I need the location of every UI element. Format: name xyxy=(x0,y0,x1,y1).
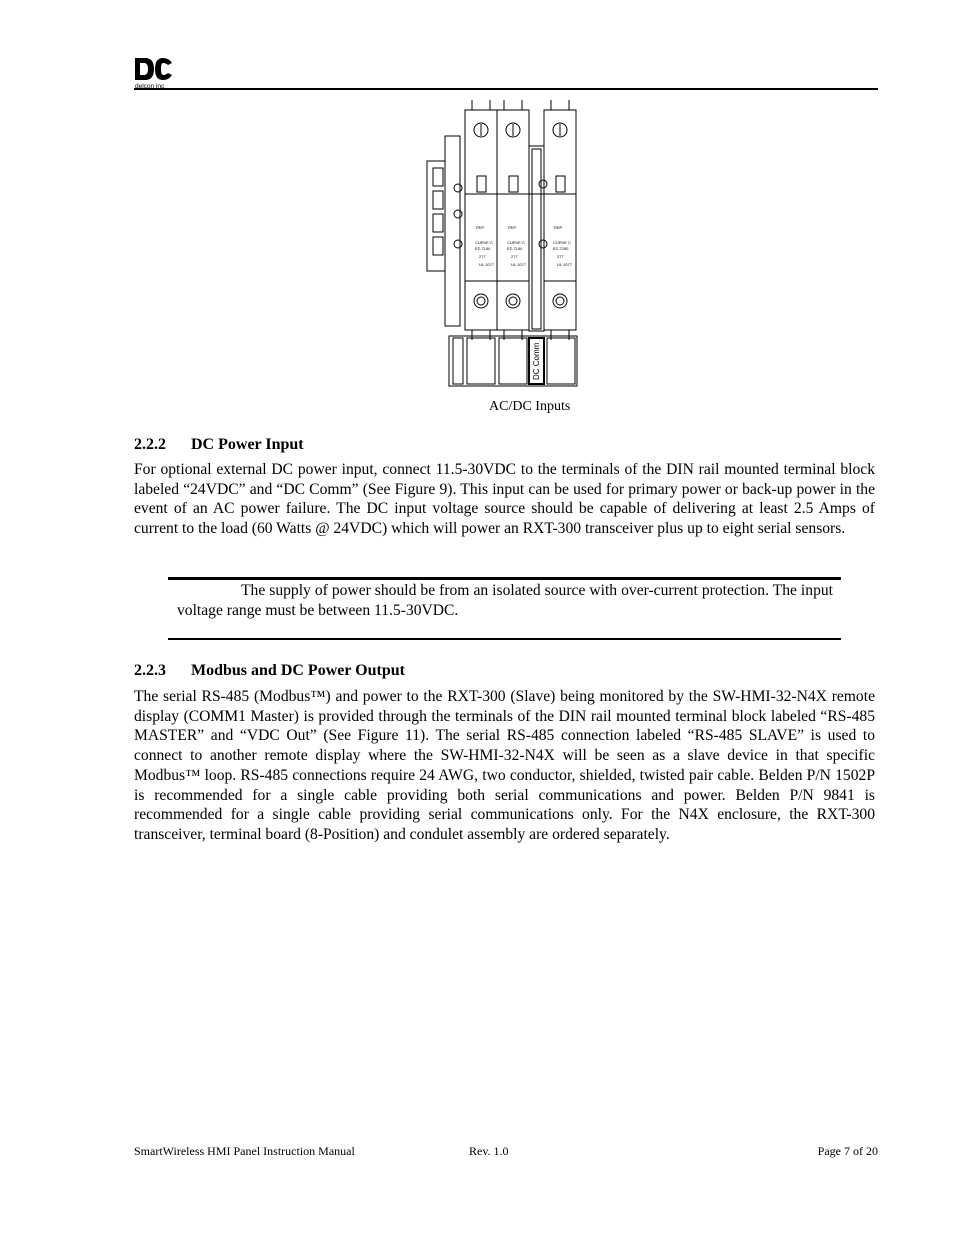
section-number: 2.2.2 xyxy=(134,436,166,453)
breaker-3-line4: UL 1077 xyxy=(557,262,572,267)
note-rule-top xyxy=(168,577,841,580)
footer-revision: Rev. 1.0 xyxy=(469,1144,509,1158)
dc-comm-label: DC Comm xyxy=(532,342,541,380)
breaker-1-line1: CURVE C xyxy=(475,240,493,245)
section-title: DC Power Input xyxy=(191,436,304,453)
breaker-1-line4: UL 1077 xyxy=(479,262,494,267)
company-logo xyxy=(134,56,174,90)
breaker-3-line3: 277 xyxy=(557,254,564,259)
footer-page-number: Page 7 of 20 xyxy=(817,1144,878,1158)
header-rule xyxy=(134,88,878,90)
breaker-2-line1: CURVE C xyxy=(507,240,525,245)
section-paragraph: The serial RS-485 (Modbus™) and power to the RXT-300 (Slave) being monitored by the SW-HMI-32-N4X remote display (COMM1 Master) is provided through the terminals of the DIN rail mounted terminal block labeled “RS-485 MASTER” and “VDC Out” (See Figure 11). The serial RS-485 connection labeled “RS-485 SLAVE” is used to connect to another remote display where the SW-HMI-32-N4X will be seen as a slave device in that specific Modbus™ loop. RS-485 connections require 24 AWG, two conductor, shielded, twisted pair cable. Belden P/N 1502P is recommended for a single cable providing both serial communications and power. Belden P/N 9841 is recommended for a single cable providing serial communications only. For the N4X enclosure, the RXT-300 transceiver, terminal board (8-Position) and condulet assembly are ordered separately. xyxy=(134,688,875,843)
section-number: 2.2.3 xyxy=(134,662,166,679)
breaker-2-line2: EZ-7150 xyxy=(507,246,523,251)
breaker-1-line3: 277 xyxy=(479,254,486,259)
breaker-2-trip: TRIP xyxy=(507,225,517,230)
section-heading-modbus xyxy=(134,662,405,680)
breaker-3-line2: EZ-7250 xyxy=(553,246,569,251)
breaker-3-line1: CURVE C xyxy=(553,240,571,245)
footer-document-title: SmartWireless HMI Panel Instruction Manual xyxy=(134,1144,355,1158)
section-paragraph: For optional external DC power input, connect 11.5-30VDC to the terminals of the DIN rail mounted terminal block labeled “24VDC” and “DC Comm” (See Figure 9). This input can be used for primary power or back-up power in the event of an AC power failure. The DC input voltage source should be capable of delivering at least 2.5 Amps of current to the load (60 Watts @ 24VDC) which will power an RXT-300 transceiver plus up to eight serial sensors. xyxy=(134,461,875,538)
note-rule-bottom xyxy=(168,638,841,640)
breaker-1-trip: TRIP xyxy=(475,225,485,230)
section-heading-dc-power-input xyxy=(134,436,304,454)
figure-caption: AC/DC Inputs xyxy=(489,399,571,414)
ac-dc-inputs-diagram xyxy=(425,96,590,390)
breaker-2-line4: UL 1077 xyxy=(511,262,526,267)
breaker-1-line2: EZ-7150 xyxy=(475,246,491,251)
logo-text: delcon inc xyxy=(135,83,165,90)
breaker-2-line3: 277 xyxy=(511,254,518,259)
section-title: Modbus and DC Power Output xyxy=(191,662,405,679)
breaker-3-trip: TRIP xyxy=(553,225,563,230)
note-text: The supply of power should be from an isolated source with over-current protection. The input voltage range must be between 11.5-30VDC. xyxy=(177,582,833,619)
